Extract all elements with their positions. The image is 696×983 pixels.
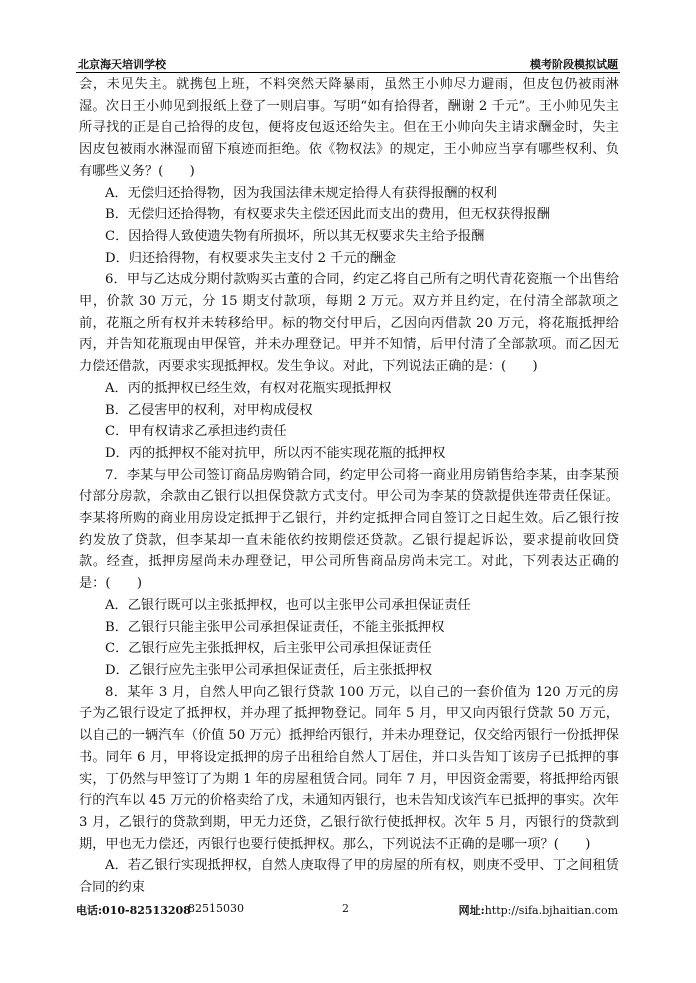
answer-option: C．乙银行应先主张抵押权，后主张甲公司承担保证责任 bbox=[105, 641, 432, 657]
footer-website bbox=[459, 902, 618, 918]
paragraph: 6．甲与乙达成分期付款购买古董的合同，约定乙将自己所有之明代青花瓷瓶一个出售给甲，价款 30 万元，分 15 期支付款项，每期 2 万元。双方并且约定，在付清全部款项之前，花瓶之所有权并未转移给甲。标的物交付甲后，乙因向丙借款 20 万元，将花瓶抵押给丙，并告知花瓶现由甲保管，并未办理登记。甲并不知情，后甲付清了全部款项。而乙因无力偿还借款，丙要求实现抵押权。发生争议。对此，下列说法正确的是：( ) bbox=[79, 272, 619, 375]
footer-phone: 电话:010-82513208 bbox=[76, 904, 191, 917]
answer-option: B．无偿归还拾得物，有权要求失主偿还因此而支出的费用，但无权获得报酬 bbox=[105, 207, 550, 223]
school-name: 北京海天培训学校 bbox=[78, 58, 166, 71]
footer-fax: 82515030 bbox=[188, 902, 244, 915]
answer-option: B．乙侵害甲的权利，对甲构成侵权 bbox=[105, 402, 313, 418]
document-body bbox=[79, 74, 619, 899]
exam-title: 模考阶段模拟试题 bbox=[530, 58, 618, 71]
page-number: 2 bbox=[342, 902, 349, 915]
answer-option: A．丙的抵押权已经生效，有权对花瓶实现抵押权 bbox=[105, 380, 392, 396]
paragraph: 7．李某与甲公司签订商品房购销合同，约定甲公司将一商业用房销售给李某，由李某预付部分房款，余款由乙银行以担保贷款方式支付。甲公司为李某的贷款提供连带责任保证。李某将所购的商业用房设定抵押于乙银行，并约定抵押合同自签订之日起生效。后乙银行按约发放了贷款，但李某却一直未能依约按期偿还贷款。乙银行提起诉讼，要求提前收回贷款。经查，抵押房屋尚未办理登记，甲公司所售商品房尚未完工。对此，下列表达正确的是：( ) bbox=[79, 467, 619, 592]
answer-option: C．因拾得人致使遗失物有所损坏，所以其无权要求失主给予报酬 bbox=[105, 228, 485, 244]
paragraph: 会，未见失主。就携包上班，不料突然天降暴雨，虽然王小帅尽力避雨，但皮包仍被雨淋湿。次日王小帅见到报纸上登了一则启事。写明“如有拾得者，酬谢 2 千元”。王小帅见失主所寻找的正是自己拾得的皮包，便将皮包返还给失主。但在王小帅向失主请求酬金时，失主因皮包被雨水淋湿而留下痕迹而拒绝。依《物权法》的规定，王小帅应当享有哪些权利、负有哪些义务？( ) bbox=[79, 77, 619, 179]
website-url[interactable]: http://sifa.bjhaitian.com bbox=[484, 904, 618, 917]
website-label: 网址: bbox=[458, 904, 485, 917]
answer-option: D．乙银行应先主张甲公司承担保证责任，后主张抵押权 bbox=[105, 662, 433, 678]
answer-option: C．甲有权请求乙承担违约责任 bbox=[105, 424, 287, 440]
page-header bbox=[76, 54, 620, 73]
answer-option: D．归还拾得物，有权要求失主支付 2 千元的酬金 bbox=[105, 250, 397, 266]
paragraph: A．若乙银行实现抵押权，自然人庚取得了甲的房屋的所有权，则庚不受甲、丁之间租赁合同的约束 bbox=[79, 858, 619, 896]
paragraph: 8．某年 3 月，自然人甲向乙银行贷款 100 万元，以自己的一套价值为 120 万元的房子为乙银行设定了抵押权，并办理了抵押物登记。同年 5 月，甲又向丙银行贷款 50 万元，以自己的一辆汽车（价值 50 万元）抵押给丙银行，并未办理登记，仅交给丙银行一份抵押保书。同年 6 月，甲将设定抵押的房子出租给自然人丁居住，并口头告知丁该房子已抵押的事实，丁仍然与甲签订了为期 1 年的房屋租赁合同。同年 7 月，甲因资金需要，将抵押给丙银行的汽车以 45 万元的价格卖给了戊，未通知丙银行，也未告知戊该汽车已抵押的事实。次年 3 月，乙银行的贷款到期，甲无力还贷，乙银行欲行使抵押权。次年 5 月，丙银行的贷款到期，甲也无力偿还，丙银行也要行使抵押权。那么，下列说法不正确的是哪一项？( ) bbox=[79, 684, 619, 852]
answer-option: D．丙的抵押权不能对抗甲，所以丙不能实现花瓶的抵押权 bbox=[105, 445, 446, 461]
answer-option: B．乙银行只能主张甲公司承担保证责任，不能主张抵押权 bbox=[105, 619, 445, 635]
answer-option: A．乙银行既可以主张抵押权，也可以主张甲公司承担保证责任 bbox=[105, 597, 471, 613]
answer-option: A．无偿归还拾得物，因为我国法律未规定拾得人有获得报酬的权利 bbox=[105, 185, 497, 201]
